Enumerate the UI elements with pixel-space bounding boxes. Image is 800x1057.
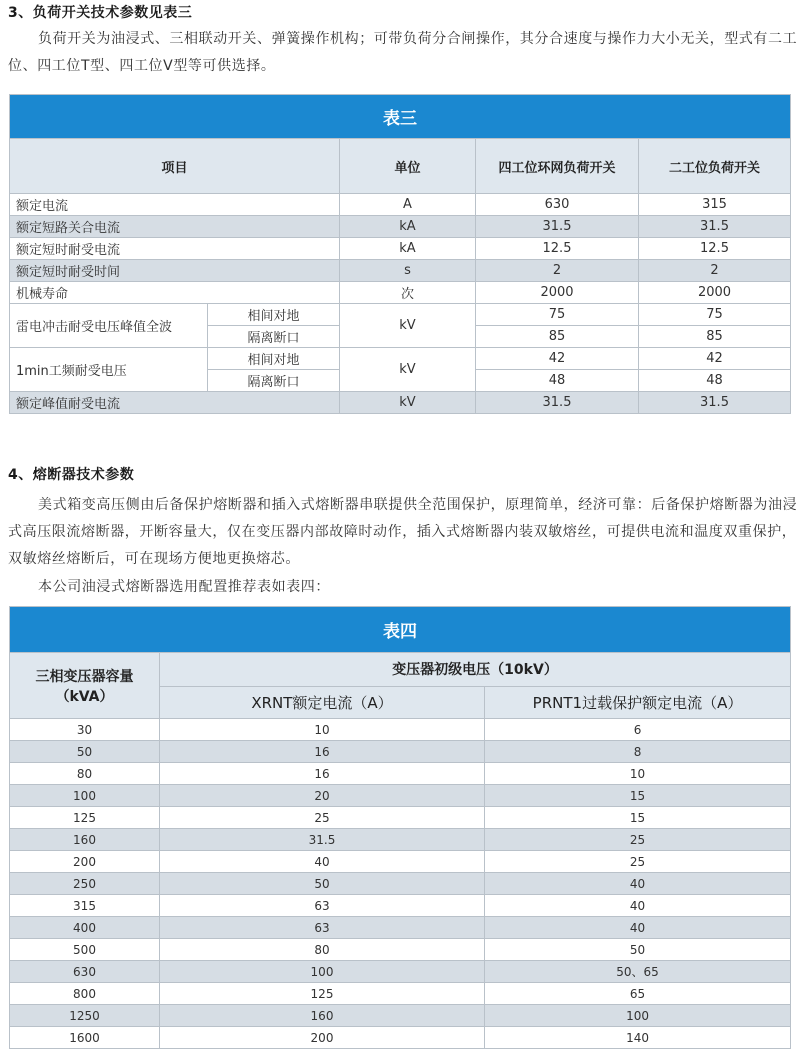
- table3-cell: 48: [476, 370, 639, 392]
- table-row: [10, 785, 791, 807]
- table4-prnt-cell: 65: [485, 983, 791, 1005]
- table3-item-cell: 额定短时耐受时间: [10, 260, 340, 282]
- table4-xrnt-cell: 25: [160, 807, 485, 829]
- table4-xrnt-cell: 40: [160, 851, 485, 873]
- table3-cell: 31.5: [639, 392, 791, 414]
- table4-xrnt-cell: 16: [160, 741, 485, 763]
- table3-power-freq-unit: kV: [340, 348, 476, 392]
- table4-capacity-cell: 200: [10, 851, 160, 873]
- table3-unit-cell: A: [340, 194, 476, 216]
- table3-unit-cell: kA: [340, 216, 476, 238]
- table3-sub-label: 隔离断口: [208, 370, 340, 392]
- section4-paragraph-text: 美式箱变高压侧由后备保护熔断器和插入式熔断器串联提供全范围保护，原理简单，经济可靠：后备保护熔断器为油浸式高压限流熔断器，开断容量大，仅在变压器内部故障时动作，插入式熔断器内装双敏熔丝，可提供电流和温度双重保护，双敏熔丝熔断后，可在现场方便地更换熔芯。: [8, 497, 798, 567]
- table3-cell: 85: [639, 326, 791, 348]
- table-row: [10, 939, 791, 961]
- table4-header-capacity-line2: （kVA）: [55, 688, 114, 705]
- table4-capacity-cell: 30: [10, 719, 160, 741]
- table3-cell: 630: [476, 194, 639, 216]
- table4-header-capacity-line1: 三相变压器容量: [35, 668, 134, 685]
- table-row: [10, 216, 791, 238]
- table3-cell: 12.5: [476, 238, 639, 260]
- table3-header-two-position: 二工位负荷开关: [639, 139, 791, 194]
- table3-peak-unit: kV: [340, 392, 476, 414]
- table3-cell: 31.5: [639, 216, 791, 238]
- section3-paragraph-text: 负荷开关为油浸式、三相联动开关、弹簧操作机构；可带负荷分合闸操作，其分合速度与操作力大小无关，型式有二工位、四工位T型、四工位V型等可供选择。: [8, 31, 798, 74]
- table4-capacity-cell: 800: [10, 983, 160, 1005]
- table4-xrnt-cell: 200: [160, 1027, 485, 1049]
- table4-title: 表四: [10, 607, 791, 653]
- table-row: [10, 851, 791, 873]
- table3-header-item: 项目: [10, 139, 340, 194]
- table4-prnt-cell: 10: [485, 763, 791, 785]
- table-row: [10, 961, 791, 983]
- table4-xrnt-cell: 31.5: [160, 829, 485, 851]
- table3-cell: 75: [476, 304, 639, 326]
- table3-cell: 42: [476, 348, 639, 370]
- table3-header-row: [10, 139, 791, 194]
- table4-xrnt-cell: 63: [160, 895, 485, 917]
- table3-cell: 75: [639, 304, 791, 326]
- table-row: [10, 282, 791, 304]
- table3-unit-cell: 次: [340, 282, 476, 304]
- table-row: [10, 917, 791, 939]
- table3-cell: 48: [639, 370, 791, 392]
- table-row: [10, 238, 791, 260]
- table-row: [10, 741, 791, 763]
- table3-item-cell: 机械寿命: [10, 282, 340, 304]
- table4-capacity-cell: 400: [10, 917, 160, 939]
- section4-paragraph-2: [8, 574, 798, 601]
- table4-xrnt-cell: 160: [160, 1005, 485, 1027]
- table4-header-xrnt: XRNT额定电流（A）: [160, 686, 485, 719]
- table4-header-voltage: 变压器初级电压（10kV）: [160, 653, 791, 687]
- table4-prnt-cell: 40: [485, 917, 791, 939]
- table4-capacity-cell: 50: [10, 741, 160, 763]
- table4-xrnt-cell: 125: [160, 983, 485, 1005]
- table4-prnt-cell: 100: [485, 1005, 791, 1027]
- table4-capacity-cell: 250: [10, 873, 160, 895]
- table4-header-capacity: [10, 653, 160, 719]
- table4-prnt-cell: 8: [485, 741, 791, 763]
- table4-prnt-cell: 40: [485, 895, 791, 917]
- table3-cell: 2000: [476, 282, 639, 304]
- section4-paragraph-2-text: 本公司油浸式熔断器选用配置推荐表如表四：: [38, 579, 330, 595]
- section4-heading: 4、熔断器技术参数: [8, 467, 135, 483]
- section4-paragraph: [8, 492, 798, 573]
- table-row: [10, 348, 791, 370]
- table-row: [10, 392, 791, 414]
- table3-lightning-item: 雷电冲击耐受电压峰值全波: [10, 304, 208, 348]
- table-row: [10, 260, 791, 282]
- table4-capacity-cell: 1600: [10, 1027, 160, 1049]
- table3-item-cell: 额定电流: [10, 194, 340, 216]
- table3-header-unit: 单位: [340, 139, 476, 194]
- table3-cell: 85: [476, 326, 639, 348]
- table4-capacity-cell: 100: [10, 785, 160, 807]
- table-row: [10, 829, 791, 851]
- table-row: [10, 1005, 791, 1027]
- table3-cell: 12.5: [639, 238, 791, 260]
- table-row: [10, 763, 791, 785]
- table3-item-cell: 额定短时耐受电流: [10, 238, 340, 260]
- table4-xrnt-cell: 50: [160, 873, 485, 895]
- table4-prnt-cell: 50、65: [485, 961, 791, 983]
- table3-lightning-unit: kV: [340, 304, 476, 348]
- table4-capacity-cell: 630: [10, 961, 160, 983]
- table4-capacity-cell: 80: [10, 763, 160, 785]
- table3-sub-label: 相间对地: [208, 348, 340, 370]
- table3-sub-label: 相间对地: [208, 304, 340, 326]
- table3-cell: 2: [476, 260, 639, 282]
- table4-prnt-cell: 50: [485, 939, 791, 961]
- table4-capacity-cell: 160: [10, 829, 160, 851]
- table3-cell: 31.5: [476, 216, 639, 238]
- table3-header-four-position: 四工位环网负荷开关: [476, 139, 639, 194]
- table4-prnt-cell: 140: [485, 1027, 791, 1049]
- table4-prnt-cell: 15: [485, 807, 791, 829]
- table4-header-prnt: PRNT1过载保护额定电流（A）: [485, 686, 791, 719]
- table-row: [10, 1027, 791, 1049]
- table-row: [10, 304, 791, 326]
- table4-prnt-cell: 25: [485, 829, 791, 851]
- table-row: [10, 719, 791, 741]
- table-4: [9, 606, 791, 1049]
- table3-cell: 2000: [639, 282, 791, 304]
- table3-cell: 42: [639, 348, 791, 370]
- table4-capacity-cell: 125: [10, 807, 160, 829]
- table3-sub-label: 隔离断口: [208, 326, 340, 348]
- table4-xrnt-cell: 80: [160, 939, 485, 961]
- table-row: [10, 895, 791, 917]
- table4-prnt-cell: 6: [485, 719, 791, 741]
- table-row: [10, 983, 791, 1005]
- table4-xrnt-cell: 20: [160, 785, 485, 807]
- table3-item-cell: 额定短路关合电流: [10, 216, 340, 238]
- table4-capacity-cell: 500: [10, 939, 160, 961]
- table-row: [10, 807, 791, 829]
- table3-unit-cell: kA: [340, 238, 476, 260]
- table3-title: 表三: [10, 95, 791, 139]
- table3-unit-cell: s: [340, 260, 476, 282]
- table4-prnt-cell: 25: [485, 851, 791, 873]
- table4-capacity-cell: 1250: [10, 1005, 160, 1027]
- table4-prnt-cell: 40: [485, 873, 791, 895]
- table4-capacity-cell: 315: [10, 895, 160, 917]
- table-row: [10, 873, 791, 895]
- table4-xrnt-cell: 63: [160, 917, 485, 939]
- section3-paragraph: [8, 26, 798, 80]
- table4-xrnt-cell: 16: [160, 763, 485, 785]
- table3-cell: 2: [639, 260, 791, 282]
- table3-power-freq-item: 1min工频耐受电压: [10, 348, 208, 392]
- table-row: [10, 194, 791, 216]
- table4-prnt-cell: 15: [485, 785, 791, 807]
- table3-cell: 315: [639, 194, 791, 216]
- table-3: [9, 94, 791, 414]
- section3-heading: 3、负荷开关技术参数见表三: [8, 5, 193, 21]
- table4-xrnt-cell: 10: [160, 719, 485, 741]
- table4-xrnt-cell: 100: [160, 961, 485, 983]
- table3-cell: 31.5: [476, 392, 639, 414]
- table3-peak-item: 额定峰值耐受电流: [10, 392, 340, 414]
- table4-header-row: [10, 653, 791, 687]
